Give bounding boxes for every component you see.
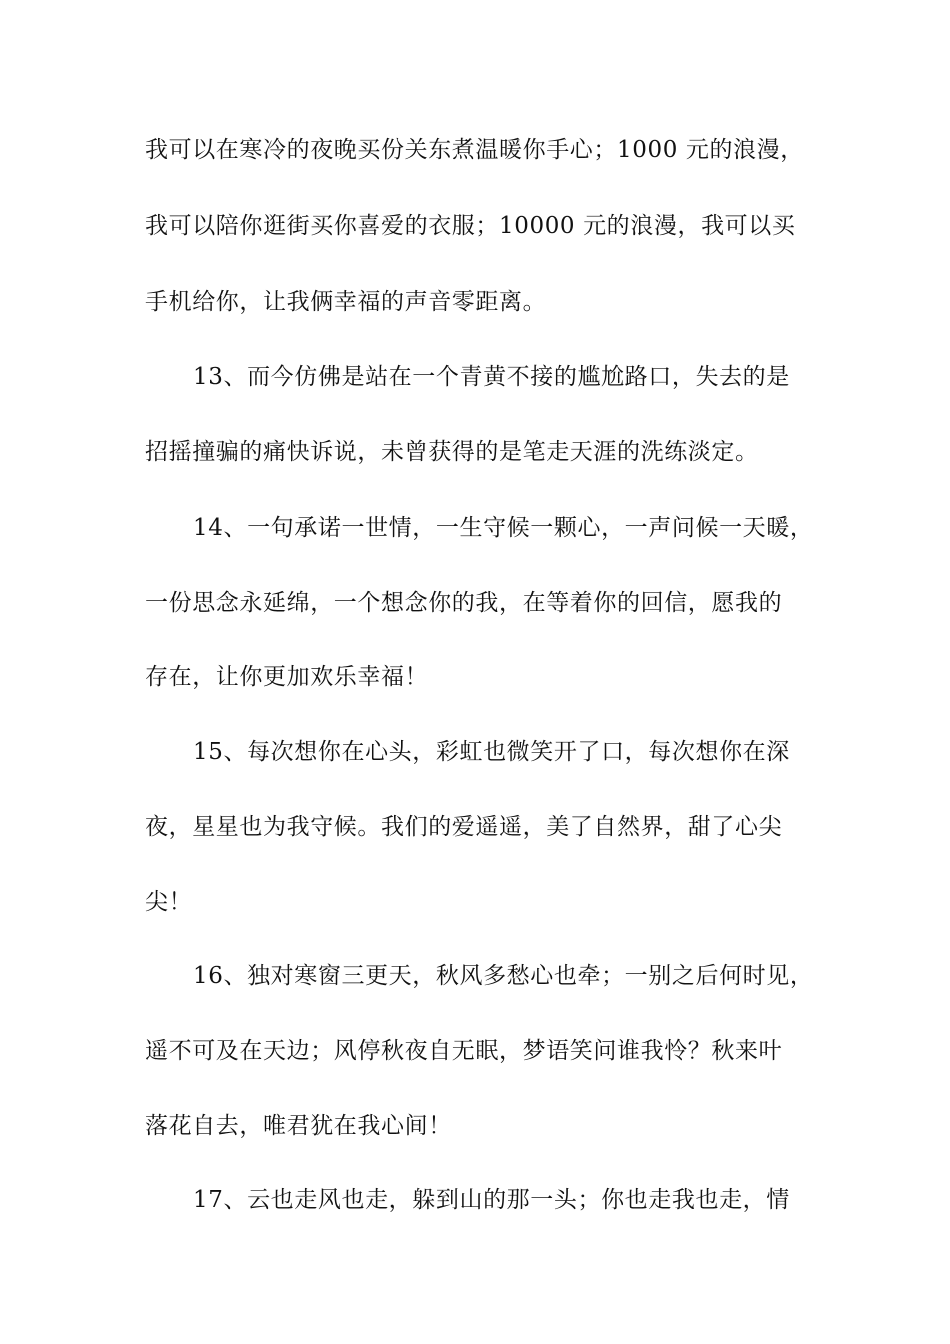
text-line: 夜，星星也为我守候。我们的爱遥遥，美了自然界，甜了心尖 — [145, 814, 783, 840]
text-line: 尖！ — [145, 889, 193, 915]
text-line: 我可以在寒冷的夜晚买份关东煮温暖你手心；1000 元的浪漫， — [145, 137, 804, 163]
paragraph-17-start: 17、云也走风也走，躲到山的那一头；你也走我也走，情 — [193, 1187, 790, 1213]
text-line: 落花自去，唯君犹在我心间！ — [145, 1113, 452, 1139]
text-line: 存在，让你更加欢乐幸福！ — [145, 664, 429, 690]
text-line: 手机给你，让我俩幸福的声音零距离。 — [145, 289, 547, 315]
text-line: 招摇撞骗的痛快诉说，未曾获得的是笔走天涯的洗练淡定。 — [145, 439, 759, 465]
paragraph-14-start: 14、一句承诺一世情，一生守候一颗心，一声问候一天暖， — [193, 515, 814, 541]
paragraph-13-start: 13、而今仿佛是站在一个青黄不接的尴尬路口，失去的是 — [193, 364, 790, 390]
text-line: 我可以陪你逛街买你喜爱的衣服；10000 元的浪漫，我可以买 — [145, 213, 796, 239]
text-line: 一份思念永延绵，一个想念你的我，在等着你的回信，愿我的 — [145, 590, 783, 616]
paragraph-15-start: 15、每次想你在心头，彩虹也微笑开了口，每次想你在深 — [193, 739, 790, 765]
text-line: 遥不可及在天边；风停秋夜自无眠，梦语笑问谁我怜？秋来叶 — [145, 1038, 783, 1064]
paragraph-16-start: 16、独对寒窗三更天，秋风多愁心也牵；一别之后何时见， — [193, 963, 814, 989]
